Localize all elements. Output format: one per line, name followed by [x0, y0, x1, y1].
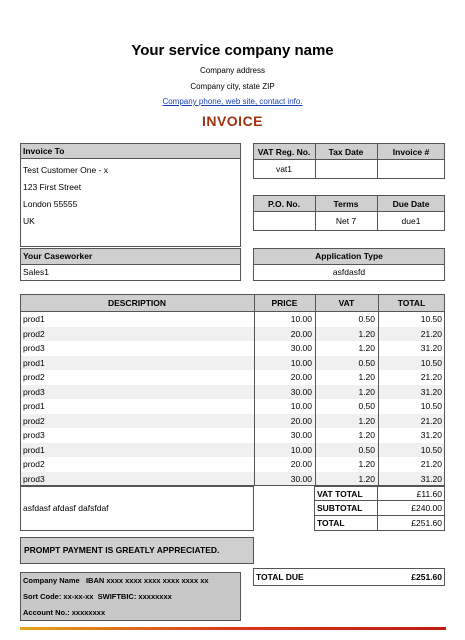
item-vat: 1.20	[358, 343, 375, 353]
item-description: prod1	[23, 314, 45, 324]
tax-date-header: Tax Date	[328, 147, 364, 157]
item-total: 31.20	[420, 430, 442, 440]
subtotal-value: £240.00	[411, 503, 442, 513]
item-vat: 1.20	[358, 430, 375, 440]
bank-line-1	[23, 574, 238, 588]
item-vat: 0.50	[358, 444, 375, 455]
items-header-vat: VAT	[338, 298, 355, 308]
item-total: 10.50	[420, 314, 442, 324]
total-due-value: £251.60	[411, 572, 442, 582]
item-description: prod3	[23, 343, 45, 353]
item-description: prod1	[23, 401, 45, 411]
item-total: 21.20	[420, 372, 442, 382]
invoice-title: INVOICE	[201, 113, 264, 129]
item-total: 10.50	[420, 401, 442, 411]
invoice-number-header: Invoice #	[392, 147, 430, 157]
item-total: 21.20	[420, 415, 442, 426]
item-vat: 0.50	[358, 357, 375, 368]
item-price: 20.00	[290, 459, 312, 469]
company-contact-link[interactable]: Company phone, web site, contact info.	[162, 97, 303, 106]
item-price: 30.00	[290, 343, 312, 353]
due-date-header: Due Date	[392, 199, 430, 209]
item-price: 10.00	[290, 401, 312, 411]
vat-total-label: VAT TOTAL	[317, 489, 363, 499]
vat-total-value: £11.60	[416, 489, 442, 499]
total-value: £251.60	[411, 518, 442, 528]
item-description: prod2	[23, 415, 45, 426]
bank-sort-code: Sort Code: xx-xx-xx	[23, 592, 94, 601]
item-description: prod1	[23, 357, 45, 368]
comments-text: asfdasf afdasf dafsfdaf	[23, 503, 109, 513]
bank-line-2	[23, 590, 238, 604]
company-city: Company city, state ZIP	[190, 82, 275, 91]
item-description: prod3	[23, 473, 45, 484]
item-description: prod2	[23, 372, 45, 382]
item-total: 31.20	[420, 343, 442, 353]
item-price: 30.00	[290, 430, 312, 440]
caseworker-header: Your Caseworker	[23, 251, 93, 261]
item-vat: 1.20	[358, 386, 375, 397]
company-name: Your service company name	[131, 42, 334, 59]
item-description: prod2	[23, 328, 45, 339]
item-price: 10.00	[290, 314, 312, 324]
invoice-to-line: London 55555	[23, 199, 78, 209]
column-divider	[378, 294, 379, 486]
item-price: 20.00	[290, 415, 312, 426]
invoice-to-line: 123 First Street	[23, 182, 82, 192]
item-total: 10.50	[420, 444, 442, 455]
footer-gradient-bar	[20, 627, 446, 630]
item-total: 10.50	[420, 357, 442, 368]
invoice-to-line: UK	[23, 216, 35, 226]
total-due-label: TOTAL DUE	[256, 572, 304, 582]
application-type-header: Application Type	[315, 251, 383, 261]
item-price: 10.00	[290, 444, 312, 455]
item-price: 10.00	[290, 357, 312, 368]
items-table-frame	[20, 311, 445, 486]
bank-iban: IBAN xxxx xxxx xxxx xxxx xxxx xx	[85, 576, 209, 585]
item-vat: 1.20	[358, 372, 375, 382]
item-description: prod1	[23, 444, 45, 455]
item-total: 21.20	[420, 328, 442, 339]
item-description: prod2	[23, 459, 45, 469]
vat-reg-value: vat1	[275, 164, 293, 174]
item-vat: 1.20	[358, 415, 375, 426]
prompt-payment-text: PROMPT PAYMENT IS GREATLY APPRECIATED.	[24, 545, 220, 555]
items-header-total: TOTAL	[397, 298, 426, 308]
vat-reg-header: VAT Reg. No.	[257, 147, 311, 157]
invoice-to-line: Test Customer One - x	[23, 165, 109, 175]
invoice-to-header: Invoice To	[23, 146, 65, 156]
item-total: 21.20	[420, 459, 442, 469]
item-total: 31.20	[420, 386, 442, 397]
items-header-description: DESCRIPTION	[107, 298, 167, 308]
po-number-header: P.O. No.	[268, 199, 300, 209]
item-vat: 0.50	[358, 401, 375, 411]
item-vat: 0.50	[358, 314, 375, 324]
terms-header: Terms	[333, 199, 359, 209]
item-vat: 1.20	[358, 328, 375, 339]
item-price: 20.00	[290, 372, 312, 382]
company-address: Company address	[200, 66, 265, 75]
bank-swift: SWIFTBIC: xxxxxxxx	[97, 592, 172, 601]
items-header-price: PRICE	[271, 298, 298, 308]
item-total: 31.20	[420, 473, 442, 484]
item-vat: 1.20	[358, 473, 375, 484]
caseworker-value: Sales1	[23, 267, 49, 277]
item-description: prod3	[23, 430, 45, 440]
item-price: 30.00	[290, 473, 312, 484]
bank-company-name: Company Name	[23, 576, 80, 585]
subtotal-label: SUBTOTAL	[317, 503, 363, 513]
item-price: 20.00	[290, 328, 312, 339]
application-type-value: asfdasfd	[332, 267, 366, 277]
bank-account: Account No.: xxxxxxxx	[23, 608, 106, 617]
total-label: TOTAL	[317, 518, 345, 528]
terms-value: Net 7	[335, 216, 357, 226]
item-description: prod3	[23, 386, 45, 397]
column-divider	[254, 294, 255, 486]
item-vat: 1.20	[358, 459, 375, 469]
due-date-value: due1	[401, 216, 421, 226]
column-divider	[315, 294, 316, 486]
item-price: 30.00	[290, 386, 312, 397]
